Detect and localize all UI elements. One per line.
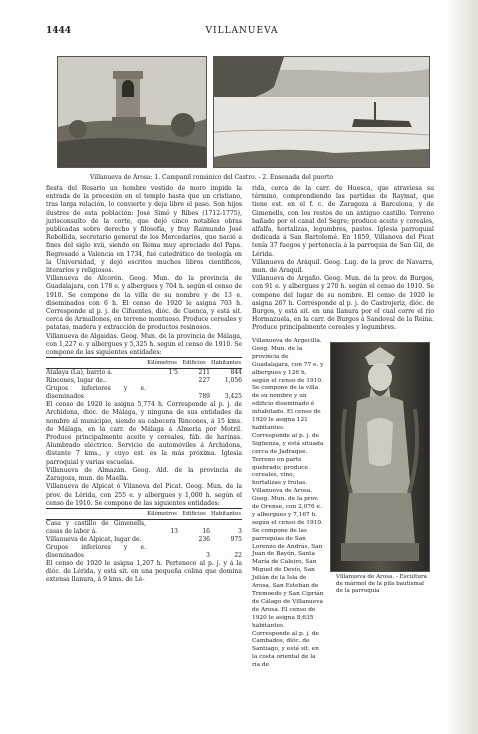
km-value: [146, 385, 178, 401]
table-header-row: [46, 508, 242, 519]
column-header: Habitantes: [210, 358, 242, 369]
habitantes-value: 22: [234, 551, 242, 559]
km-value: 1'5: [168, 369, 178, 377]
edificios-value: 211: [198, 369, 210, 377]
table-header-row: [46, 358, 242, 369]
table-row: [46, 519, 242, 536]
entity-name: Grupos inferiores y e. diseminados: [46, 543, 146, 559]
edificios-value: 789: [198, 393, 210, 401]
km-value: [146, 536, 178, 544]
paragraph: fiesta del Rosario un hombre vestido de moro impide la entrada de la procesión en el templo hasta que un cristiano, tras larga relación, lo convierte y deja libre el paso. Son hijos ilustres de esta población: José Simó y Ribes (1712-1775), jurisconsulto de la corte, que dejó cinco notables obras publicadas sobre derecho y filosofía, y fray Raimundo José Rebollida, secretario general de los Mercedarios, que nació a fines del siglo xvii, siendo en Roma muy apreciado del Papa. Regresado a Valencia en 1734, fué catedrático de teología en la Universidad, y dejó escritos muchos libros científicos, literarios y religiosos.: [46, 185, 242, 275]
edificios-value: 236: [198, 535, 210, 543]
harbor-inlet-icon: [214, 57, 429, 167]
page-edge-stain: [448, 0, 478, 734]
harbor-photo: [213, 56, 430, 168]
paragraph: rida, cerca de la carr. de Huesca, que atraviesa su término, comprendiendo las partidas de Raymat, que tiene est. en el f. c. de Zaragoza á Barcelona, y de Gimenells, con los restos de un antiguo castillo. Terreno bañado por el canal del Segre; produce aceite y cereales, alfalfa, hortalizas, legumbres, pastos. Iglesia parroquial dedicada á San Bartolomé. En 1859, Villanova del Picat tenía 37 fuegos y pertenecía á la parroquia de San Gil, de Lérida.: [252, 185, 434, 258]
statue-photo: [330, 342, 430, 572]
paragraph: Villanueva de Aráquil. Geog. Lug. de la prov. de Navarra, mun. de Araquil.: [252, 258, 434, 275]
edificios-value: 227: [198, 377, 210, 385]
habitantes-value: 844: [230, 369, 242, 377]
table-row: [46, 369, 242, 378]
column-header: Kilómetros: [146, 358, 178, 369]
paragraph: Villanueva de Alpicat ó Vilanova del Picat. Geog. Mun. de la prov. de Lérida, con 255 e. y albergues y 1,000 h. según el censo de 1910. Se compone de las siguientes entidades:: [46, 483, 242, 507]
right-narrow-column: [252, 338, 324, 670]
right-column: [252, 185, 434, 333]
statue-caption: Villanueva de Arosa. - Escultura de mármol de la pila bautismal de la parroquia: [336, 574, 427, 595]
running-title: VILLANUEVA: [205, 26, 279, 36]
km-value: [146, 377, 178, 385]
paragraph: Villanueva de Algaidas. Geog. Mun. de la provincia de Málaga, con 1,227 e. y albergues y 5,325 h. según el censo de 1910. Se compone de las siguientes entidades:: [46, 332, 242, 357]
entities-table-2: [46, 508, 242, 560]
paragraph: Villanueva de Argaño. Geog. Mun. de la prov. de Burgos, con 91 e. y albergues y 270 h. según el censo de 1910. Se compone del lugar de su nombre. El censo de 1920 le asigna 267 h. Corresponde al p. j. de Castrojeriz, dióc. de Burgos, y está sit. en una llanura por el cual corre el río Hormazuela, en la carr. de Burgos á Sandoval de la Reina. Produce principalmente cereales y legumbres.: [252, 275, 434, 332]
habitantes-value: 3: [238, 527, 242, 535]
entities-table-1: [46, 357, 242, 401]
paragraph: El censo de 1920 le asigna 1,207 h. Pertenece al p. j. y á la dióc. de Lérida, y está sit. en una pequeña colina que domina extensa llanura, á 9 kms. de Lé-: [46, 559, 242, 584]
habitantes-value: 975: [230, 535, 242, 543]
table-row: [46, 385, 242, 401]
paragraph: Villanueva de Argecilla. Geog. Mun. de la provincia de Guadalajara, con 77 e. y albergues y 126 h. según el censo de 1910. Se compone de la villa de su nombre y un edificio diseminado é inhabitado. El censo de 1920 le asigna 121 habitantes. Corresponde al p. j. de Sigüenza, y está situada cerca de Jadraque. Terreno en parte quebrado; produce cereales, vino, hortalizas y frutas.: [252, 338, 324, 487]
bell-tower-photo: [57, 56, 207, 168]
entity-name: Atalaya (La), barrio á.: [46, 369, 113, 377]
page-number: 1444: [46, 26, 72, 36]
table-row: [46, 377, 242, 385]
habitantes-value: 1,056: [224, 377, 242, 385]
table-row: [46, 536, 242, 544]
column-header: Edificios: [178, 508, 210, 519]
paragraph: Villanueva de Almazán. Geog. Ald. de la provincia de Zaragoza, mun. de Maella.: [46, 466, 242, 483]
entity-name: Casa y castillo de Gimenells, casas de labor á.: [46, 519, 146, 535]
edificios-value: 16: [202, 527, 210, 535]
entity-name: Villanueva de Alpicat, lugar de.: [46, 535, 142, 543]
table-row: [46, 544, 242, 560]
column-header: Habitantes: [210, 508, 242, 519]
habitantes-value: 3,425: [224, 393, 242, 401]
paragraph: Villanueva de Arosa. Geog. Mun. de la prov. de Orense, con 2,076 e. y albergues y 7,167 h. según el censo de 1910. Se compone de las parroquias de San Lorenzo de András, San Juan de Bayón, Santa María de Caleiro, San Miguel de Devío, San Julián de la Isla de Arosa, San Esteban de Tremoedo y San Ciprián de Cálago de Villanueva de Arosa. El censo de 1920 le asigna 8,635 habitantes. Corresponde al p. j. de Cambados, dióc. de Santiago, y está sit. en la costa oriental de la ría de: [252, 488, 324, 669]
page-header: [46, 26, 438, 40]
marble-statue-icon: [331, 343, 429, 571]
stone-bell-tower-icon: [58, 57, 206, 167]
entity-name: Rincones, lugar de..: [46, 377, 107, 385]
column-header: Edificios: [178, 358, 210, 369]
edificios-value: 3: [206, 551, 210, 559]
entity-name: Grupos inferiores y e. diseminados: [46, 385, 146, 401]
paragraph: Villanueva de Alcorón. Geog. Mun. de la provincia de Guadalajara, con 178 e. y albergues y 704 h. según el censo de 1910. Se compone de la villa de su nombre y de 13 e. diseminados con 6 h. El censo de 1920 le asigna 703 h. Corresponde al p. j. de Cifuentes, dióc. de Cuenca, y está sit. cerca de Armallones, en terreno montuoso. Produce cereales y patatas, madera y extracción de productos resinosos.: [46, 275, 242, 332]
photos-caption: Villanueva de Arosa: 1. Campanil románico del Castro. - 2. Ensenada del puerto: [90, 174, 333, 181]
left-column: [46, 185, 242, 585]
km-value: [146, 544, 178, 560]
km-value: 13: [170, 527, 178, 535]
column-header: Kilómetros: [146, 508, 178, 519]
paragraph: El censo de 1920 le asigna 5,774 h. Corresponde al p. j. de Archidona, dióc. de Málaga, y ninguna de sus entidades da nombre al municipio, siendo su cabecera Rincones, á 15 kms. de Málaga, en la carr. de Málaga á Almería por Motril. Produce principalmente aceite y cereales, fáb. de harinas. Alumbrado eléctrico. Servicio de automóviles á Archidona, distante 7 kms., y cuyo est. es la más próxima. Iglesia parroquial y varias escuelas.: [46, 401, 242, 466]
